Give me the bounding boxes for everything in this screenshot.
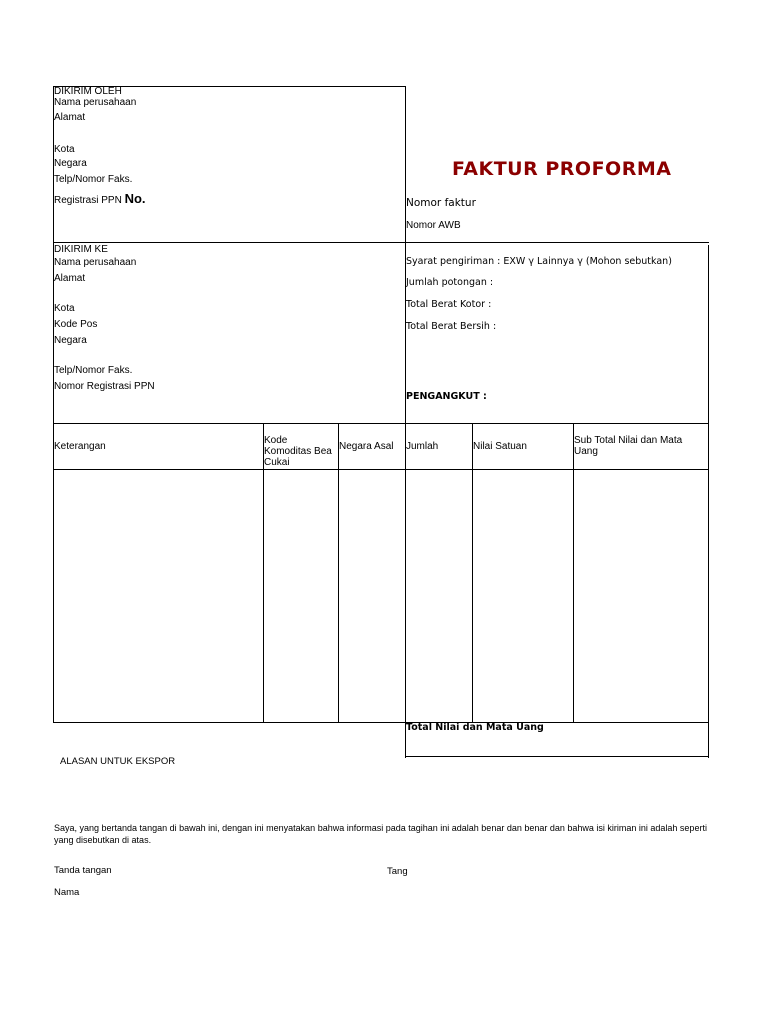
shipper-company-label: Nama perusahaan bbox=[54, 97, 137, 108]
col-divider-1 bbox=[263, 423, 264, 723]
shipping-terms-label: Syarat pengiriman : EXW γ Lainnya γ (Mohon sebutkan) bbox=[406, 256, 672, 267]
col-header-description: Keterangan bbox=[54, 441, 106, 452]
awb-number-label: Nomor AWB bbox=[406, 220, 461, 231]
declaration-text: Saya, yang bertanda tangan di bawah ini, dengan ini menyatakan bahwa informasi pada tagihan ini adalah benar dan benar dan bahwa isi kiriman ini adalah seperti yang disebutkan di atas. bbox=[54, 823, 707, 845]
shipper-country-label: Negara bbox=[54, 158, 87, 169]
consignee-country-label: Negara bbox=[54, 335, 87, 346]
consignee-postcode-label: Kode Pos bbox=[54, 319, 98, 330]
net-weight-label: Total Berat Bersih : bbox=[406, 321, 497, 332]
shipper-vat-label bbox=[54, 193, 146, 207]
date-label: Tang bbox=[387, 866, 408, 877]
total-box-bottom bbox=[405, 756, 709, 757]
consignee-phone-label: Telp/Nomor Faks. bbox=[54, 365, 133, 376]
shipper-box-bottom bbox=[53, 242, 709, 243]
col-header-quantity: Jumlah bbox=[406, 441, 439, 452]
shipper-phone-label: Telp/Nomor Faks. bbox=[54, 174, 133, 185]
table-header-bottom bbox=[53, 469, 709, 470]
col-divider-4 bbox=[472, 423, 473, 723]
shipper-city-label: Kota bbox=[54, 144, 75, 155]
col-header-country-origin: Negara Asal bbox=[339, 441, 394, 452]
shipper-vat-text: Registrasi PPN bbox=[54, 195, 122, 206]
table-bottom bbox=[53, 722, 709, 723]
total-value-label: Total Nilai dan Mata Uang bbox=[406, 722, 544, 733]
consignee-company-label: Nama perusahaan bbox=[54, 257, 137, 268]
middle-divider bbox=[405, 86, 406, 758]
carrier-label: PENGANGKUT : bbox=[406, 391, 487, 402]
col-divider-2 bbox=[338, 423, 339, 723]
export-reason-label: ALASAN UNTUK EKSPOR bbox=[60, 756, 176, 767]
pieces-label: Jumlah potongan : bbox=[406, 277, 494, 288]
consignee-address-label: Alamat bbox=[54, 273, 86, 284]
shipper-heading: DIKIRIM OLEH bbox=[54, 86, 122, 97]
consignee-city-label: Kota bbox=[54, 303, 75, 314]
name-label: Nama bbox=[54, 887, 80, 898]
consignee-vat-label: Nomor Registrasi PPN bbox=[54, 381, 155, 392]
signature-label: Tanda tangan bbox=[54, 865, 112, 876]
shipper-address-label: Alamat bbox=[54, 112, 86, 123]
consignee-heading: DIKIRIM KE bbox=[54, 244, 108, 255]
col-header-commodity-code: Kode Komoditas Bea Cukai bbox=[264, 435, 332, 468]
shipper-vat-no: No. bbox=[124, 191, 146, 206]
right-border bbox=[708, 245, 709, 758]
page-title: FAKTUR PROFORMA bbox=[452, 158, 672, 180]
col-divider-5 bbox=[573, 423, 574, 723]
gross-weight-label: Total Berat Kotor : bbox=[406, 299, 492, 310]
col-header-subtotal: Sub Total Nilai dan Mata Uang bbox=[574, 435, 683, 457]
invoice-number-label: Nomor faktur bbox=[406, 197, 476, 209]
table-header-top bbox=[53, 423, 709, 424]
col-header-unit-value: Nilai Satuan bbox=[473, 441, 527, 452]
